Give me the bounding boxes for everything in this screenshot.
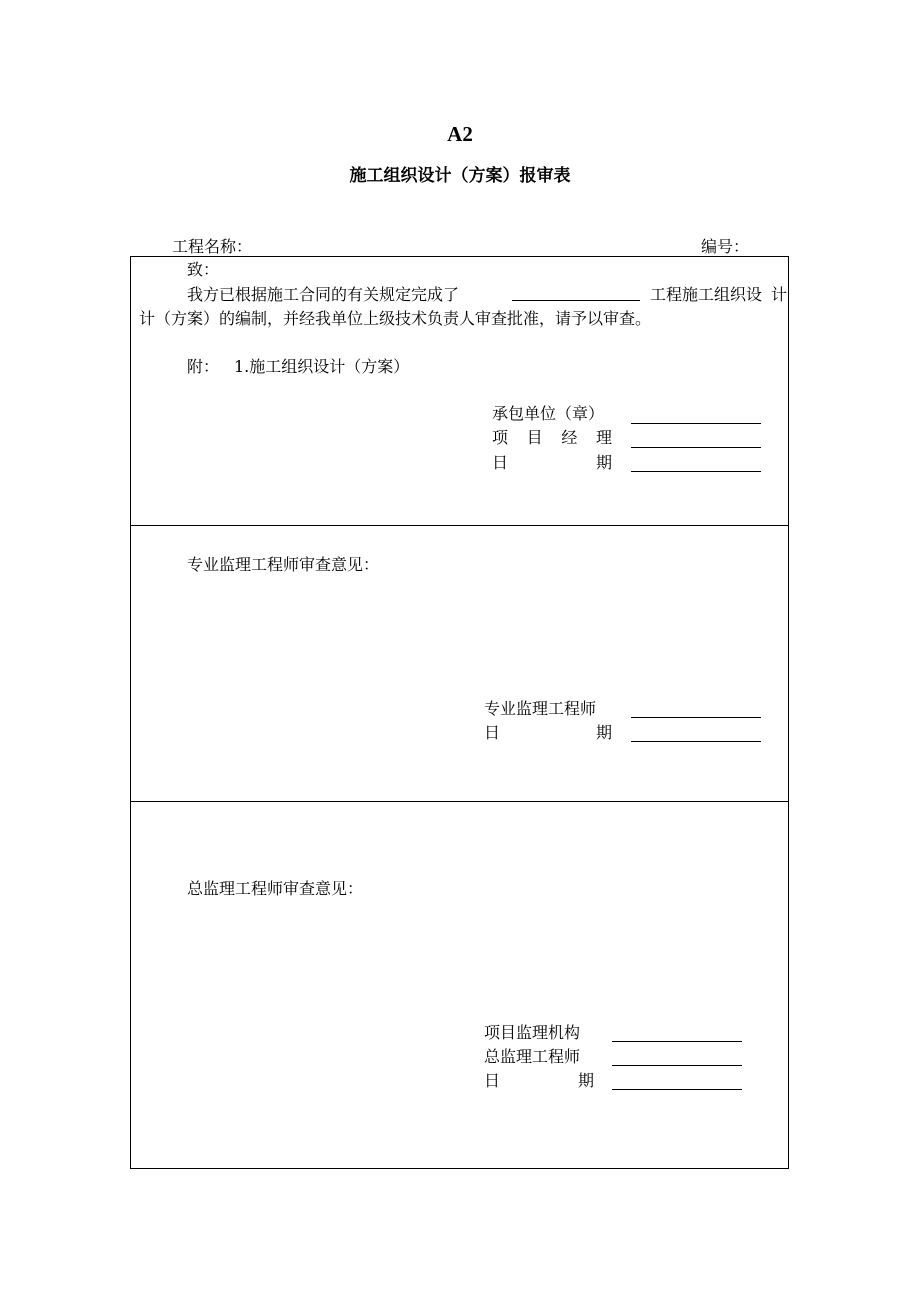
supervision-org-label: 项目监理机构 [484, 1023, 581, 1042]
chief-date-label: 日 期 [484, 1071, 594, 1090]
contractor-label: 承包单位（章） [492, 404, 605, 423]
section-divider-2 [130, 801, 789, 802]
document-code: A2 [447, 122, 473, 146]
chief-signer-label: 总监理工程师 [484, 1047, 581, 1066]
chief-signer-blank[interactable] [612, 1065, 742, 1066]
specialist-signer-blank[interactable] [631, 717, 761, 718]
statement-part2-tail: 计 [771, 285, 788, 304]
to-label: 致： [187, 260, 220, 279]
chief-opinion-label: 总监理工程师审查意见： [187, 879, 364, 898]
specialist-opinion-label: 专业监理工程师审查意见： [187, 555, 380, 574]
project-name-blank[interactable] [512, 300, 640, 301]
review-form-table [130, 256, 789, 1169]
contractor-blank[interactable] [631, 423, 761, 424]
submission-date-blank[interactable] [631, 471, 761, 472]
submission-date-label: 日 期 [492, 453, 612, 472]
statement-part2: 工程施工组织设 [650, 285, 763, 304]
supervision-org-blank[interactable] [612, 1041, 742, 1042]
chief-date-blank[interactable] [612, 1089, 742, 1090]
attachment-label: 附： [187, 357, 220, 376]
project-manager-blank[interactable] [631, 447, 761, 448]
document-title: 施工组织设计（方案）报审表 [349, 166, 571, 186]
attachment-item: 1.施工组织设计（方案） [234, 357, 410, 376]
serial-no-label: 编号： [701, 237, 750, 256]
specialist-date-blank[interactable] [631, 741, 761, 742]
specialist-date-label: 日 期 [484, 723, 612, 742]
statement-line2: 计（方案）的编制，并经我单位上级技术负责人审查批准，请予以审查。 [139, 309, 652, 328]
statement-part1: 我方已根据施工合同的有关规定完成了 [187, 285, 460, 304]
specialist-signer-label: 专业监理工程师 [484, 699, 597, 718]
project-manager-label: 项 目 经 理 [492, 428, 612, 447]
section-divider-1 [130, 525, 789, 526]
project-name-label: 工程名称： [172, 237, 253, 256]
